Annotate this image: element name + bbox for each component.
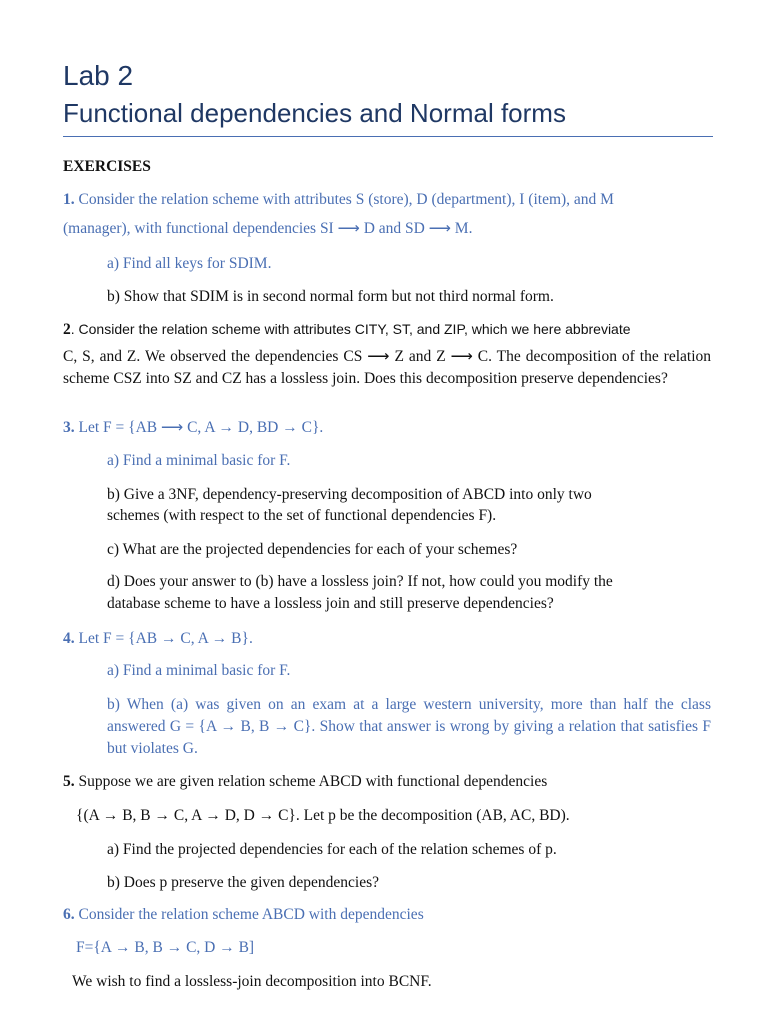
- exercise-2-number: 2: [63, 321, 71, 338]
- exercise-4-line-1: [63, 630, 253, 648]
- exercise-4a: a) Find a minimal basic for F.: [107, 662, 291, 679]
- exercise-1b: b) Show that SDIM is in second normal form but not third normal form.: [107, 288, 554, 305]
- exercise-1-number: 1.: [63, 191, 75, 208]
- exercise-6-number: 6.: [63, 906, 75, 923]
- exercise-3b-line-1: b) Give a 3NF, dependency-preserving decomposition of ABCD into only two: [107, 486, 592, 503]
- exercise-1a: a) Find all keys for SDIM.: [107, 255, 272, 272]
- exercise-6-text: Consider the relation scheme ABCD with dependencies: [78, 906, 424, 923]
- exercise-2-body: C, S, and Z. We observed the dependencies CS ⟶ Z and Z ⟶ C. The decomposition of the relation scheme CSZ into SZ and CZ has a lossless join. Does this decomposition preserve dependencies?: [63, 348, 711, 387]
- title-underline: [63, 136, 713, 137]
- exercise-2-text: . Consider the relation scheme with attributes CITY, ST, and ZIP, which we here abbreviate: [70, 321, 631, 337]
- lab-number: Lab 2: [63, 60, 134, 91]
- exercise-6-dependencies: F={A → B, B → C, D → B]: [76, 939, 255, 956]
- exercise-1-line-2: (manager), with functional dependencies SI ⟶ D and SD ⟶ M.: [63, 220, 473, 237]
- exercise-3d-line-2: database scheme to have a lossless join and still preserve dependencies?: [107, 595, 554, 612]
- exercises-heading: EXERCISES: [63, 158, 151, 175]
- exercise-5-text: Suppose we are given relation scheme ABCD with functional dependencies: [78, 773, 548, 790]
- exercise-2-line-1: [63, 321, 631, 339]
- exercise-1-text: Consider the relation scheme with attributes S (store), D (department), I (item), and M: [78, 191, 614, 208]
- exercise-4b: b) When (a) was given on an exam at a large western university, more than half the class answered G = {A → B, B → C}. Show that answer is wrong by giving a relation that satisfies F but violates G.: [107, 696, 711, 757]
- exercise-3-line-1: [63, 418, 323, 437]
- exercise-5b: b) Does p preserve the given dependencies?: [107, 874, 379, 891]
- exercise-6-line-3: We wish to find a lossless-join decomposition into BCNF.: [72, 973, 432, 990]
- page-title: Functional dependencies and Normal forms: [63, 98, 566, 128]
- exercise-5-number: 5.: [63, 773, 75, 790]
- exercise-4-number: 4.: [63, 630, 75, 647]
- exercise-1-line-1: [63, 191, 614, 209]
- exercise-5-line-2: {(A → B, B → C, A → D, D → C}. Let p be the decomposition (AB, AC, BD).: [76, 807, 570, 824]
- exercise-3a: a) Find a minimal basic for F.: [107, 452, 291, 469]
- exercise-5-line-1: [63, 773, 547, 791]
- exercise-5a: a) Find the projected dependencies for each of the relation schemes of p.: [107, 841, 557, 858]
- exercise-3-number: 3.: [63, 419, 75, 436]
- exercise-3b-line-2: schemes (with respect to the set of functional dependencies F).: [107, 507, 497, 524]
- exercise-3d-line-1: d) Does your answer to (b) have a lossless join? If not, how could you modify the: [107, 573, 613, 590]
- exercise-4-text: Let F = {AB → C, A → B}.: [78, 630, 253, 647]
- exercise-3c: c) What are the projected dependencies for each of your schemes?: [107, 541, 518, 558]
- exercise-3-text: Let F = {AB ⟶ C, A → D, BD → C}.: [78, 419, 324, 436]
- exercise-6-line-1: [63, 906, 424, 924]
